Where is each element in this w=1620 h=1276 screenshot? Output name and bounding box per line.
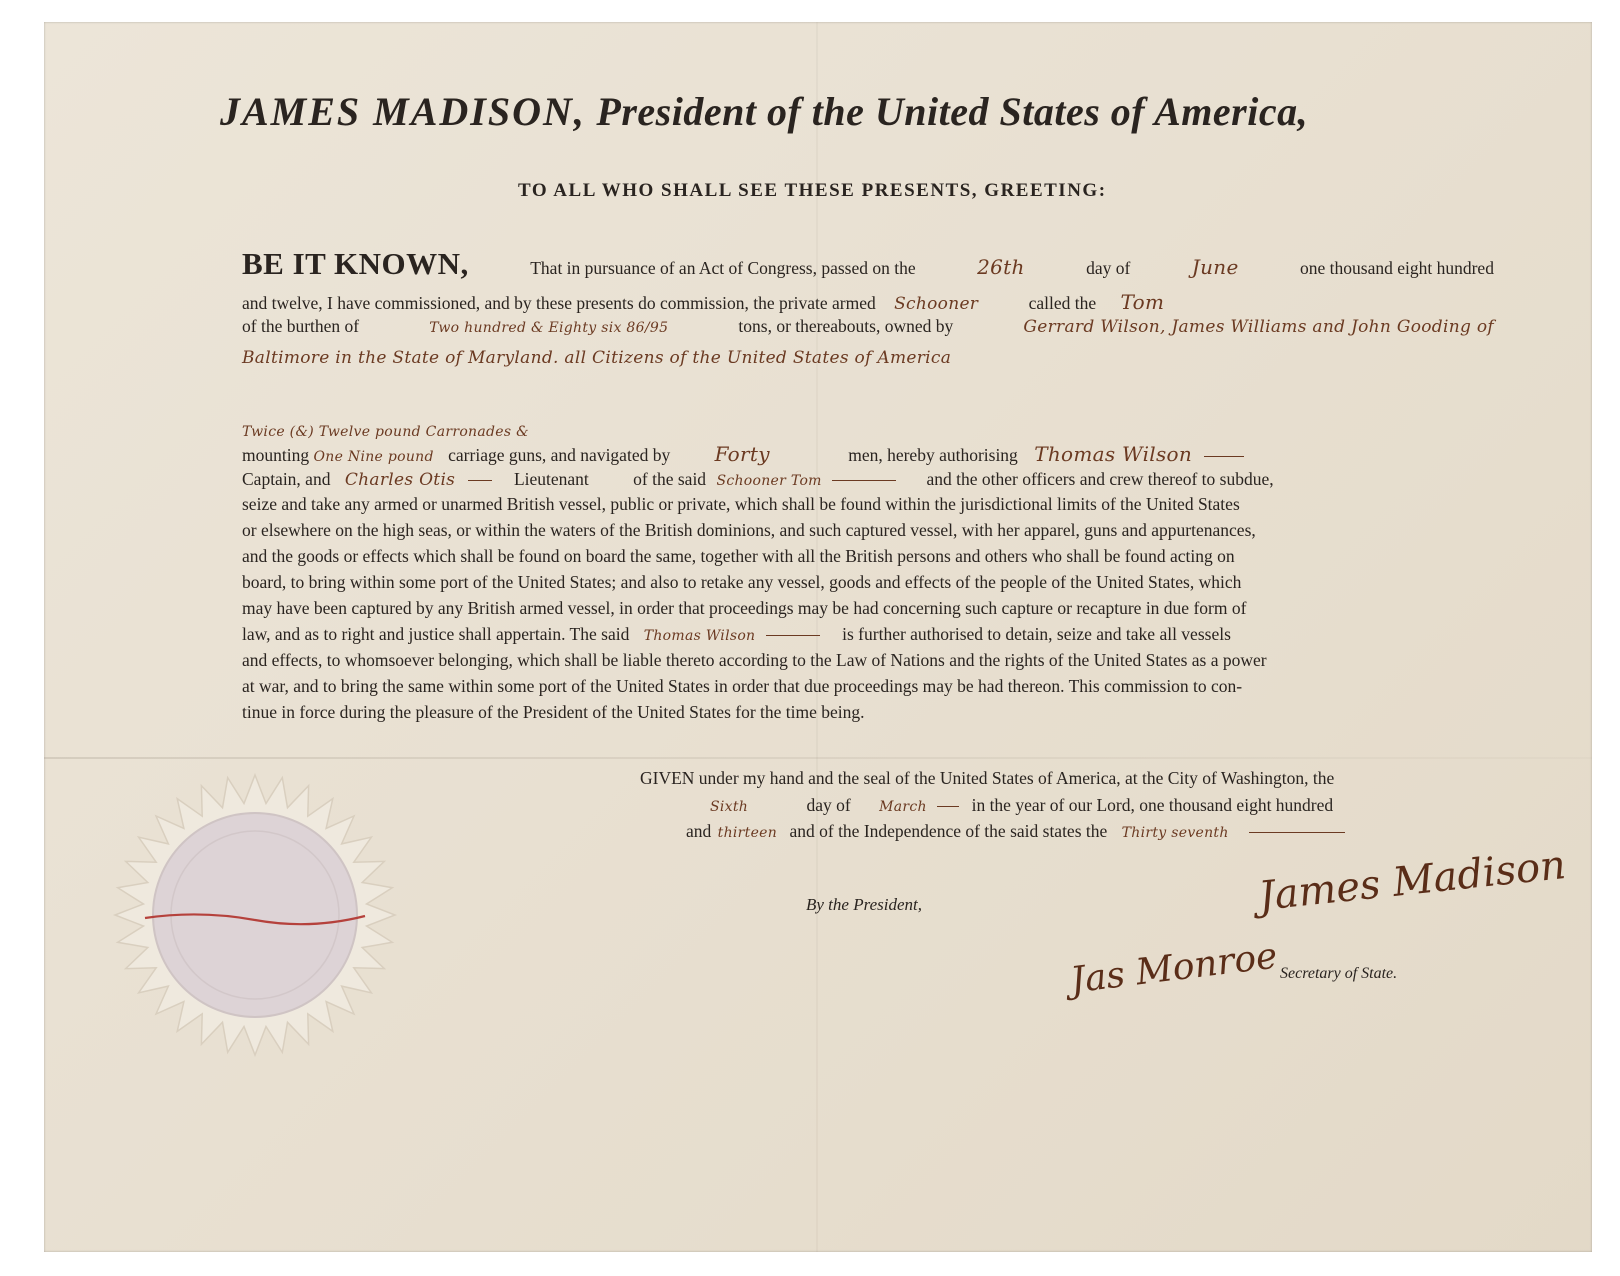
body-text: board, to bring within some port of the United States; and also to retake any vessel, goods and effects of the people of the United States, which [242, 572, 1242, 592]
body-line [242, 347, 951, 368]
blank-line [766, 635, 820, 636]
body-text: day of [806, 795, 851, 815]
handwritten-lieutenant: Charles Otis [344, 470, 456, 490]
body-text: of the burthen of [242, 316, 360, 336]
handwritten-armament-note: Twice (&) Twelve pound Carronades & [242, 424, 529, 440]
body-text: at war, and to bring the same within some port of the United States in order that due proceedings may be had thereon. This commission to con- [242, 676, 1243, 696]
body-text: of the said [633, 469, 707, 489]
body-text: or elsewhere on the high seas, or within the waters of the British dominions, and such captured vessel, with her apparel, guns and appurtenances, [242, 520, 1256, 540]
blank-line [1249, 832, 1345, 833]
body-text: Lieutenant [513, 469, 589, 489]
body-text: called the [1028, 293, 1097, 313]
body-text: and of the Independence of the said states the [789, 821, 1108, 841]
body-text: may have been captured by any British armed vessel, in order that proceedings may be had concerning such capture or recapture in due form of [242, 598, 1247, 618]
handwritten-vessel-name: Tom [1120, 290, 1165, 314]
blank-line [832, 480, 896, 481]
handwritten-tonnage: Two hundred & Eighty six 86/95 [429, 320, 669, 336]
given-line [710, 795, 1333, 816]
heading-title: President of the United States of America, [596, 89, 1309, 134]
body-text: and the goods or effects which shall be found on board the same, together with all the British persons and others who shall be found acting on [242, 546, 1235, 566]
handwritten-captain: Thomas Wilson [1034, 442, 1193, 466]
heading-name: JAMES MADISON, [220, 89, 586, 134]
body-line [242, 290, 1164, 314]
body-line [242, 676, 1494, 697]
body-line [242, 316, 1494, 337]
body-line [242, 572, 1494, 593]
body-text: is further authorised to detain, seize and take all vessels [842, 624, 1231, 644]
president-signature: James Madison [1256, 842, 1568, 920]
body-line [242, 650, 1494, 671]
handwritten-crew-count: Forty [714, 442, 770, 466]
given-line [686, 821, 1345, 842]
handwritten-independence-year: Thirty seventh [1121, 825, 1229, 841]
body-line [242, 546, 1494, 567]
body-line [242, 598, 1494, 619]
body-text: Captain, and [242, 469, 331, 489]
blank-line [937, 806, 959, 807]
handwritten-month: June [1191, 255, 1239, 279]
be-it-known: BE IT KNOWN, [242, 246, 469, 281]
body-text: tons, or thereabouts, owned by [738, 316, 954, 336]
by-the-president: By the President, [806, 895, 922, 914]
body-text: law, and as to right and justice shall appertain. The said [242, 624, 630, 644]
handwritten-given-month: March [879, 799, 927, 815]
handwritten-captain: Thomas Wilson [643, 628, 756, 644]
body-line [242, 494, 1494, 515]
body-text: carriage guns, and navigated by [448, 445, 671, 465]
blank-line [1204, 456, 1244, 457]
body-text: and effects, to whomsoever belonging, which shall be liable thereto according to the Law of Nations and the rights of the United States as a power [242, 650, 1267, 670]
document-heading [220, 88, 1520, 135]
body-line [242, 420, 529, 441]
body-line [242, 469, 1274, 490]
given-line [640, 768, 1334, 789]
handwritten-given-day: Sixth [710, 799, 749, 815]
body-text: and [686, 821, 712, 841]
fold-line [44, 757, 1592, 759]
body-line [242, 246, 1494, 282]
body-text: one thousand eight hundred [1300, 258, 1494, 278]
body-text: GIVEN under my hand and the seal of the United States of America, at the City of Washington, the [640, 768, 1335, 788]
body-line [242, 702, 865, 723]
body-text: mounting [242, 445, 310, 465]
handwritten-guns: One Nine pound [313, 449, 434, 465]
body-line [242, 442, 1244, 466]
greeting-line: TO ALL WHO SHALL SEE THESE PRESENTS, GREETING: [518, 180, 1107, 201]
body-text: That in pursuance of an Act of Congress, passed on the [530, 258, 916, 278]
handwritten-given-year: thirteen [717, 825, 778, 841]
body-text: tinue in force during the pleasure of the President of the United States for the time being. [242, 702, 865, 722]
body-text: day of [1086, 258, 1131, 278]
handwritten-vessel-type: Schooner [894, 294, 979, 314]
handwritten-day: 26th [977, 255, 1025, 279]
body-line [242, 624, 1231, 645]
body-line [242, 520, 1494, 541]
body-text: and the other officers and crew thereof to subdue, [926, 469, 1274, 489]
handwritten-vessel: Schooner Tom [716, 473, 822, 489]
secretary-signature: Jas Monroe [1068, 935, 1280, 1002]
body-text: men, hereby authorising [848, 445, 1018, 465]
handwritten-owners: Gerrard Wilson, James Williams and John Gooding of [1023, 317, 1494, 337]
blank-line [468, 480, 492, 481]
body-text: and twelve, I have commissioned, and by these presents do commission, the private armed [242, 293, 876, 313]
embossed-seal [110, 770, 400, 1060]
handwritten-residence: Baltimore in the State of Maryland. all Citizens of the United States of America [242, 348, 952, 368]
body-text: seize and take any armed or unarmed British vessel, public or private, which shall be found within the jurisdictional limits of the United States [242, 494, 1240, 514]
body-text: in the year of our Lord, one thousand eight hundred [971, 795, 1334, 815]
secretary-title: Secretary of State. [1280, 965, 1398, 982]
